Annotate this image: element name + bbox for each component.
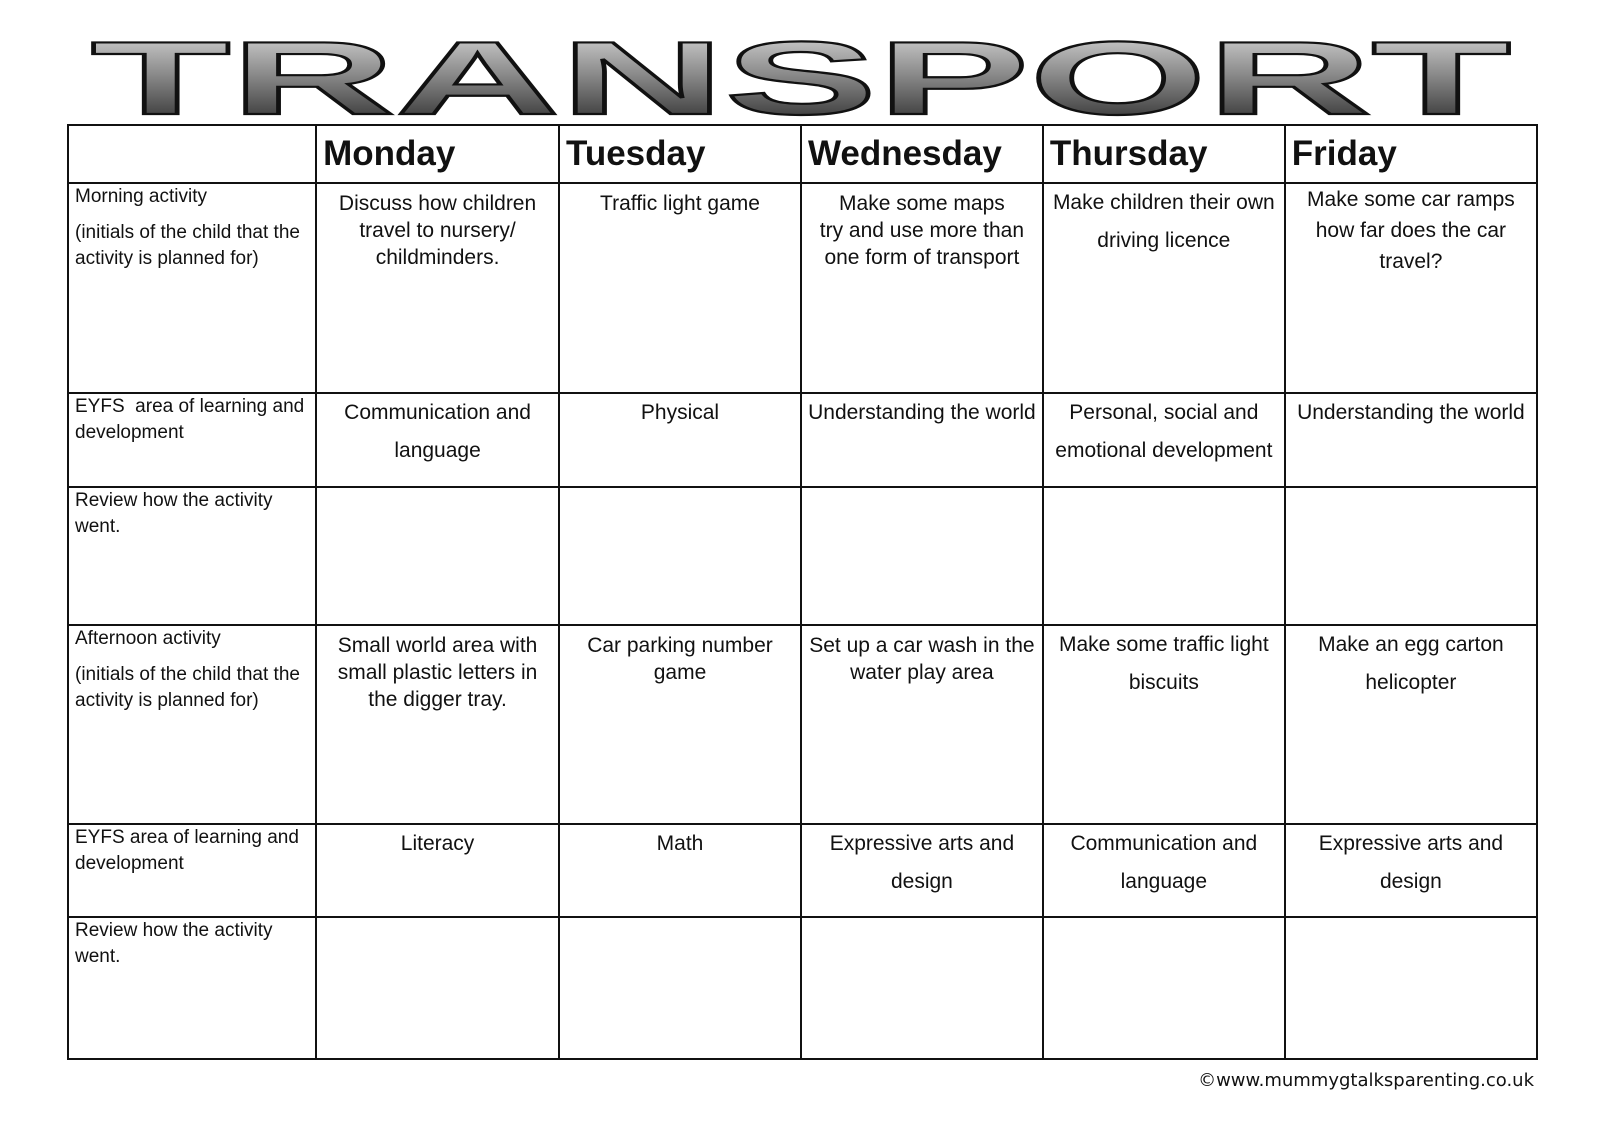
day-header-monday: Monday [316, 125, 559, 183]
day-header-tuesday: Tuesday [559, 125, 801, 183]
table-cell[interactable] [1043, 393, 1285, 487]
page-title-text: TRANSPORT [91, 28, 1511, 128]
table-cell[interactable] [316, 183, 559, 393]
table-cell[interactable] [559, 917, 801, 1059]
row-label-cell [68, 393, 316, 487]
table-cell[interactable] [801, 183, 1043, 393]
table-cell[interactable] [801, 487, 1043, 625]
table-cell[interactable] [1043, 625, 1285, 824]
table-cell[interactable] [801, 824, 1043, 917]
page-title [66, 28, 1536, 128]
table-cell[interactable] [1043, 917, 1285, 1059]
row-sublabel: (initials of the child that the activity is planned for) [75, 664, 300, 711]
row-label-cell [68, 625, 316, 824]
table-cell[interactable] [316, 487, 559, 625]
row-label-cell [68, 487, 316, 625]
table-header-row [68, 125, 1537, 183]
table-cell[interactable] [1285, 625, 1537, 824]
day-header-thursday: Thursday [1043, 125, 1285, 183]
row-label: Review how the activity went. [75, 920, 273, 967]
table-row-review-afternoon [68, 917, 1537, 1059]
table-row-review-morning [68, 487, 1537, 625]
row-label-cell [68, 183, 316, 393]
row-label-cell [68, 917, 316, 1059]
activity-text: Make children their own driving licence [1052, 191, 1275, 252]
activity-text: Traffic light game [600, 192, 760, 215]
review-text [560, 918, 800, 924]
table-cell[interactable] [1043, 824, 1285, 917]
activity-text: Make an egg carton helicopter [1318, 633, 1504, 694]
eyfs-area-text: Communication and language [344, 401, 531, 462]
table-cell[interactable] [316, 917, 559, 1059]
table-cell[interactable] [1285, 917, 1537, 1059]
row-label-cell [68, 824, 316, 917]
row-label: EYFS area of learning and development [75, 827, 299, 874]
eyfs-area-text: Math [656, 832, 704, 855]
table-cell[interactable] [559, 393, 801, 487]
activity-text: Discuss how children travel to nursery/ childminders. [338, 192, 537, 269]
page-title-graphic [66, 28, 1536, 128]
review-text [317, 918, 558, 924]
table-cell[interactable] [316, 393, 559, 487]
table-cell[interactable] [559, 824, 801, 917]
table-cell[interactable] [1285, 487, 1537, 625]
row-label: EYFS area of learning and development [75, 396, 310, 443]
table-cell[interactable] [1285, 183, 1537, 393]
table-cell[interactable] [1285, 393, 1537, 487]
activity-text: Make some traffic light biscuits [1058, 633, 1269, 694]
activity-text: Car parking number game [587, 634, 773, 684]
eyfs-area-text: Expressive arts and design [1318, 832, 1504, 893]
eyfs-area-text: Physical [640, 401, 720, 424]
table-cell[interactable] [801, 393, 1043, 487]
day-header-wednesday: Wednesday [801, 125, 1043, 183]
table-cell[interactable] [559, 625, 801, 824]
table-row-morning-activity [68, 183, 1537, 393]
eyfs-area-text: Expressive arts and design [829, 832, 1015, 893]
review-text [560, 488, 800, 494]
table-cell[interactable] [1285, 824, 1537, 917]
table-cell[interactable] [1043, 487, 1285, 625]
eyfs-area-text: Understanding the world [1297, 401, 1525, 424]
row-label: Afternoon activity [75, 628, 221, 649]
review-text [1286, 918, 1536, 924]
table-cell[interactable] [801, 917, 1043, 1059]
weekly-planner-table [67, 124, 1538, 1060]
table-cell[interactable] [559, 487, 801, 625]
table-cell[interactable] [559, 183, 801, 393]
row-label: Review how the activity went. [75, 490, 273, 537]
table-cell[interactable] [316, 625, 559, 824]
eyfs-area-text: Communication and language [1070, 832, 1258, 893]
copyright-footer: ©www.mummygtalksparenting.co.uk [1198, 1070, 1534, 1091]
review-text [1044, 918, 1284, 924]
row-sublabel: (initials of the child that the activity is planned for) [75, 222, 300, 269]
review-text [1286, 488, 1536, 494]
activity-text: Set up a car wash in the water play area [809, 634, 1035, 684]
corner-header [68, 125, 316, 183]
table-row-afternoon-activity [68, 625, 1537, 824]
row-label: Morning activity [75, 186, 207, 207]
review-text [802, 488, 1042, 494]
day-header-friday: Friday [1285, 125, 1537, 183]
review-text [317, 488, 558, 494]
table-cell[interactable] [316, 824, 559, 917]
review-text [1044, 488, 1284, 494]
table-cell[interactable] [801, 625, 1043, 824]
review-text [802, 918, 1042, 924]
activity-text: Make some maps try and use more than one form of transport [819, 192, 1025, 269]
eyfs-area-text: Literacy [400, 832, 475, 855]
table-row-eyfs-afternoon [68, 824, 1537, 917]
table-cell[interactable] [1043, 183, 1285, 393]
table-row-eyfs-morning [68, 393, 1537, 487]
eyfs-area-text: Personal, social and emotional development [1055, 401, 1273, 462]
activity-text: Small world area with small plastic letters in the digger tray. [337, 634, 538, 711]
eyfs-area-text: Understanding the world [808, 401, 1036, 424]
activity-text: Make some car ramps how far does the car travel? [1307, 188, 1515, 273]
